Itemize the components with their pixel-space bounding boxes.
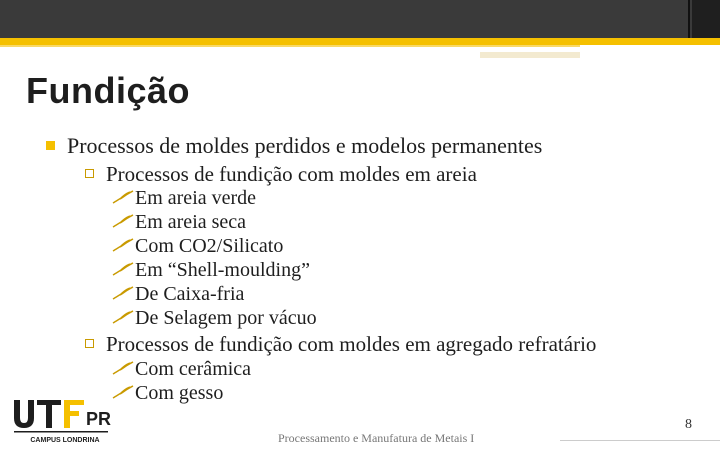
feather-bullet-icon: [112, 361, 134, 375]
header-stripe-dark: [692, 0, 720, 40]
feather-bullet-icon: [112, 262, 134, 276]
accent-bar: [0, 38, 720, 45]
logo-caption: CAMPUS LONDRINA: [30, 437, 100, 444]
bullet-level3: [112, 235, 283, 258]
bullet-level1: [46, 133, 542, 159]
slide-header-bar: [0, 0, 720, 40]
square-bullet-icon: [46, 141, 55, 150]
bullet-level3-text: Em areia verde: [135, 187, 257, 209]
slide-footer: Processamento e Manufatura de Metais I: [278, 431, 475, 445]
bullet-level3-text: Com CO2/Silicato: [135, 235, 284, 257]
hollow-square-bullet-icon: [85, 339, 94, 348]
bullet-level2: [85, 162, 477, 187]
utfpr-logo: [10, 398, 120, 444]
bullet-level3-text: De Selagem por vácuo: [135, 307, 317, 329]
bullet-level3-text: Com cerâmica: [135, 358, 252, 380]
bullet-level3-text: Com gesso: [135, 382, 224, 404]
bullet-level2: [85, 332, 596, 357]
feather-bullet-icon: [112, 214, 134, 228]
bullet-level2-text: Processos de fundição com moldes em agregado refratário: [106, 332, 597, 356]
footer-divider: [560, 440, 720, 441]
svg-text:PR: PR: [86, 409, 112, 429]
hollow-square-bullet-icon: [85, 169, 94, 178]
bullet-level3: [112, 358, 251, 381]
bullet-level3-text: Em “Shell-moulding”: [135, 259, 310, 281]
feather-bullet-icon: [112, 310, 134, 324]
header-stripe-line: [688, 0, 690, 40]
accent-thin-bar: [0, 45, 580, 47]
accent-block: [480, 52, 580, 58]
feather-bullet-icon: [112, 286, 134, 300]
bullet-level3: [112, 259, 310, 282]
feather-bullet-icon: [112, 190, 134, 204]
slide-title: Fundição: [26, 70, 190, 111]
bullet-level3: [112, 187, 256, 210]
bullet-level1-text: Processos de moldes perdidos e modelos permanentes: [67, 133, 543, 158]
bullet-level3: [112, 307, 317, 330]
bullet-level3: [112, 283, 244, 306]
bullet-level3: [112, 211, 246, 234]
feather-bullet-icon: [112, 238, 134, 252]
bullet-level3: [112, 382, 223, 405]
bullet-level3-text: Em areia seca: [135, 211, 247, 233]
page-number: 8: [685, 417, 692, 432]
bullet-level2-text: Processos de fundição com moldes em areia: [106, 162, 477, 186]
bullet-level3-text: De Caixa-fria: [135, 283, 245, 305]
